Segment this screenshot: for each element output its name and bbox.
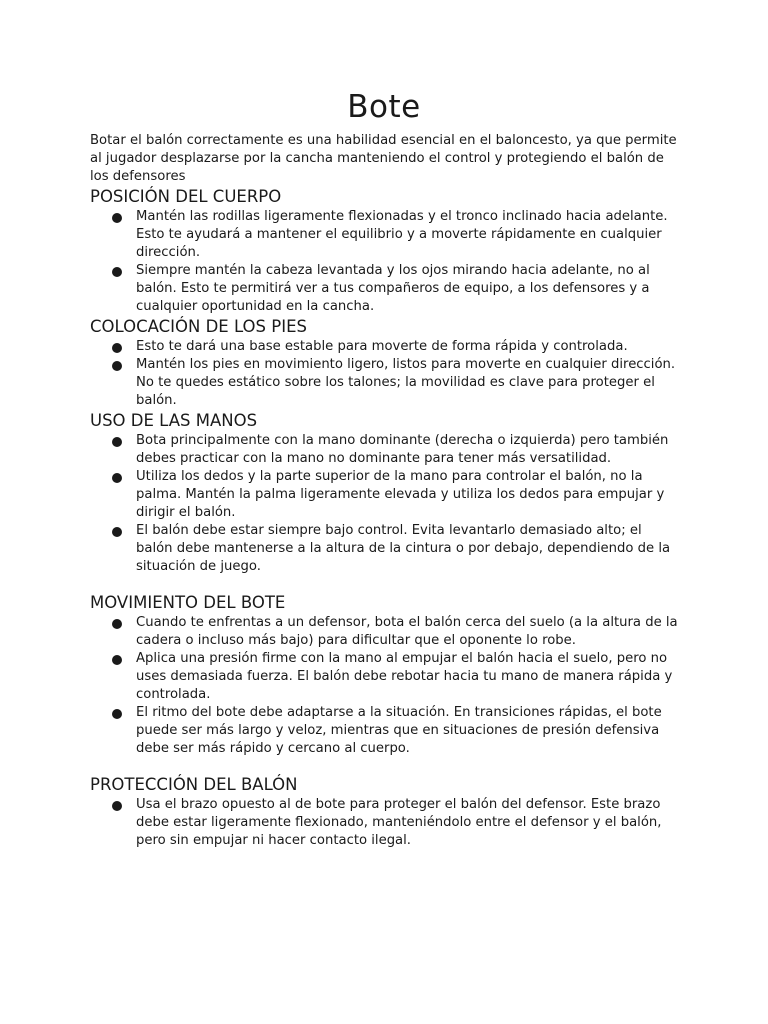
section-list-proteccion: [90, 796, 678, 850]
list-item: Esto te dará una base estable para moverte de forma rápida y controlada.: [90, 338, 678, 356]
bullet-icon: [112, 437, 122, 447]
list-item: Usa el brazo opuesto al de bote para proteger el balón del defensor. Este brazo debe estar ligeramente flexionado, manteniéndolo entre el defensor y el balón, pero sin empujar ni hacer contacto ilegal.: [90, 796, 678, 850]
bullet-icon: [112, 361, 122, 371]
section-list-pies: [90, 338, 678, 410]
list-item: Mantén las rodillas ligeramente flexionadas y el tronco inclinado hacia adelante. Esto te ayudará a mantener el equilibrio y a moverte rápidamente en cualquier dirección.: [90, 208, 678, 262]
list-item: El ritmo del bote debe adaptarse a la situación. En transiciones rápidas, el bote puede ser más largo y veloz, mientras que en situaciones de presión defensiva debe ser más rápido y cercano al cuerpo.: [90, 704, 678, 758]
section-heading-pies: COLOCACIÓN DE LOS PIES: [90, 317, 307, 336]
section-list-posicion: [90, 208, 678, 316]
bullet-icon: [112, 267, 122, 277]
bullet-icon: [112, 801, 122, 811]
list-item: El balón debe estar siempre bajo control. Evita levantarlo demasiado alto; el balón debe mantenerse a la altura de la cintura o por debajo, dependiendo de la situación de juego.: [90, 522, 678, 576]
section-heading-posicion: POSICIÓN DEL CUERPO: [90, 187, 282, 206]
bullet-icon: [112, 213, 122, 223]
bullet-icon: [112, 527, 122, 537]
bullet-icon: [112, 655, 122, 665]
section-list-manos: [90, 432, 678, 576]
list-item: Mantén los pies en movimiento ligero, listos para moverte en cualquier dirección. No te quedes estático sobre los talones; la movilidad es clave para proteger el balón.: [90, 356, 678, 410]
list-item: Bota principalmente con la mano dominante (derecha o izquierda) pero también debes practicar con la mano no dominante para tener más versatilidad.: [90, 432, 678, 468]
bullet-icon: [112, 709, 122, 719]
list-item: Cuando te enfrentas a un defensor, bota el balón cerca del suelo (a la altura de la cadera o incluso más bajo) para dificultar que el oponente lo robe.: [90, 614, 678, 650]
list-item: Siempre mantén la cabeza levantada y los ojos mirando hacia adelante, no al balón. Esto te permitirá ver a tus compañeros de equipo, a los defensores y a cualquier oportunidad en la cancha.: [90, 262, 678, 316]
section-heading-movimiento: MOVIMIENTO DEL BOTE: [90, 593, 286, 612]
section-heading-manos: USO DE LAS MANOS: [90, 411, 258, 430]
bullet-icon: [112, 473, 122, 483]
section-heading-proteccion: PROTECCIÓN DEL BALÓN: [90, 775, 298, 794]
list-item: Aplica una presión firme con la mano al empujar el balón hacia el suelo, pero no uses demasiada fuerza. El balón debe rebotar hacia tu mano de manera rápida y controlada.: [90, 650, 678, 704]
bullet-icon: [112, 343, 122, 353]
list-item: Utiliza los dedos y la parte superior de la mano para controlar el balón, no la palma. Mantén la palma ligeramente elevada y utiliza los dedos para empujar y dirigir el balón.: [90, 468, 678, 522]
bullet-icon: [112, 619, 122, 629]
intro-paragraph: Botar el balón correctamente es una habilidad esencial en el baloncesto, ya que permite al jugador desplazarse por la cancha manteniendo el control y protegiendo el balón de los defensores: [90, 133, 677, 184]
section-list-movimiento: [90, 614, 678, 758]
page-title: Bote: [347, 89, 421, 125]
